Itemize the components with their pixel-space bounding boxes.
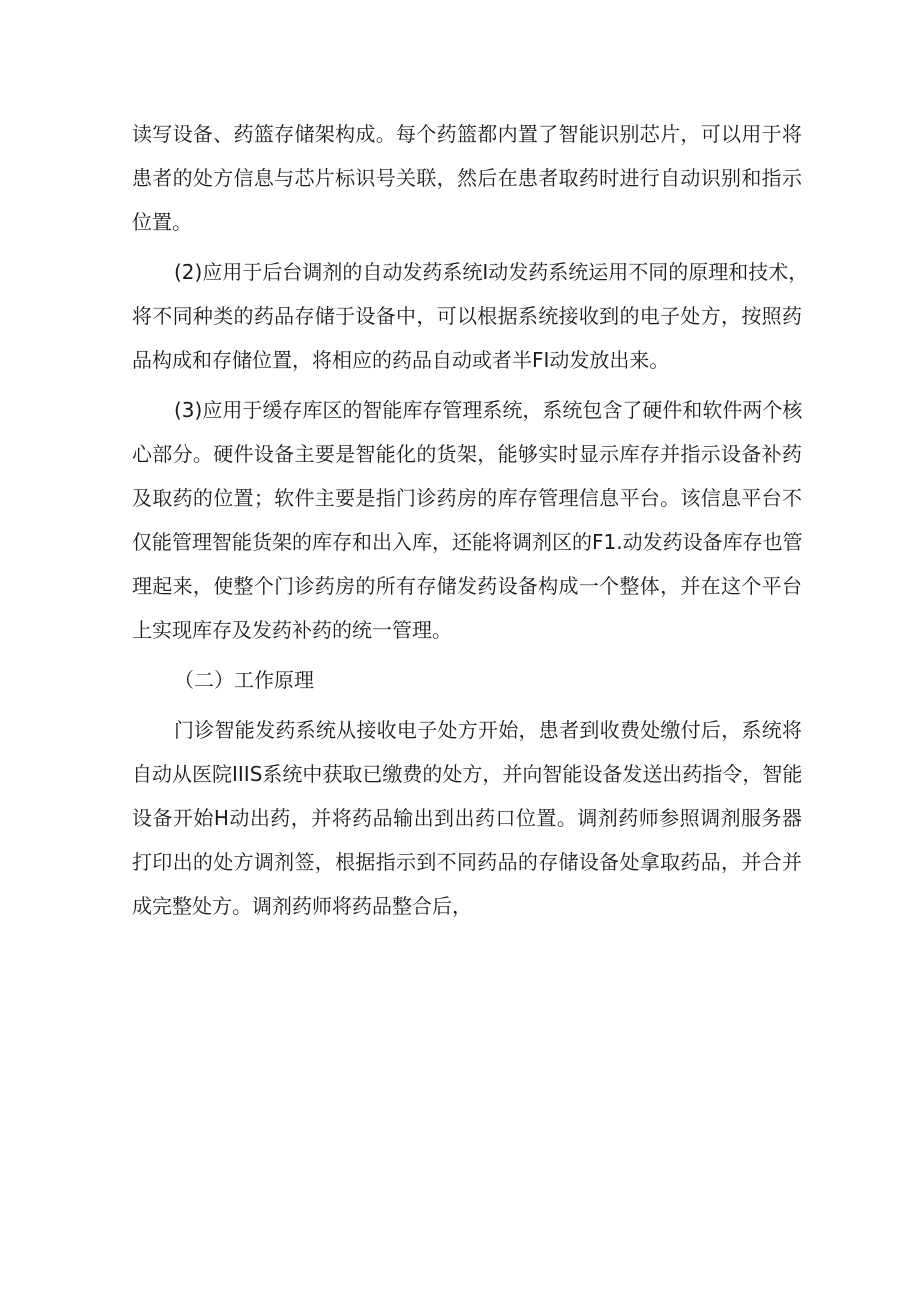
text-line: (3)应用于缓存库区的智能库存管理系统，系统包含了硬件和软件两个核: [174, 398, 803, 422]
section-heading-text: （二）工作原理: [174, 668, 314, 692]
text-line: 将不同种类的药品存储于设备中，可以根据系统接收到的电子处方，按照药: [132, 304, 802, 328]
section-heading: [132, 658, 802, 702]
paragraph-2: [132, 250, 809, 382]
text-line: 仅能管理智能货架的库存和出入库，还能将调剂区的F1.动发药设备库存也管: [132, 530, 803, 554]
text-line: 上实现库存及发药补药的统一管理。: [132, 618, 452, 642]
text-line: 理起来，使整个门诊药房的所有存储发药设备构成一个整体，并在这个平台: [132, 574, 802, 598]
paragraph-1: [132, 112, 802, 244]
body-text: [132, 112, 809, 934]
text-line: 自动从医院IIIS系统中获取已缴费的处方，并向智能设备发送出药指令，智能: [132, 762, 803, 786]
text-line: 成完整处方。调剂药师将药品整合后，: [132, 894, 472, 918]
text-line: 门诊智能发药系统从接收电子处方开始，患者到收费处缴付后，系统将: [174, 718, 802, 742]
text-line: 及取药的位置；软件主要是指门诊药房的库存管理信息平台。该信息平台不: [132, 486, 802, 510]
text-line: 读写设备、药篮存储架构成。每个药篮都内置了智能识别芯片，可以用于将: [132, 122, 802, 146]
text-line: 心部分。硬件设备主要是智能化的货架，能够实时显示库存并指示设备补药: [132, 442, 802, 466]
paragraph-4: [132, 708, 802, 928]
text-line: (2)应用于后台调剂的自动发药系统I动发药系统运用不同的原理和技术，: [174, 260, 809, 284]
text-line: 设备开始H动出药，并将药品输出到出药口位置。调剂药师参照调剂服务器: [132, 806, 802, 830]
text-line: 位置。: [132, 210, 192, 234]
text-line: 品构成和存储位置，将相应的药品自动或者半FI动发放出来。: [132, 348, 670, 372]
text-line: 患者的处方信息与芯片标识号关联，然后在患者取药时进行自动识别和指示: [132, 166, 802, 190]
text-line: 打印出的处方调剂签，根据指示到不同药品的存储设备处拿取药品，并合并: [132, 850, 802, 874]
paragraph-3: [132, 388, 802, 652]
